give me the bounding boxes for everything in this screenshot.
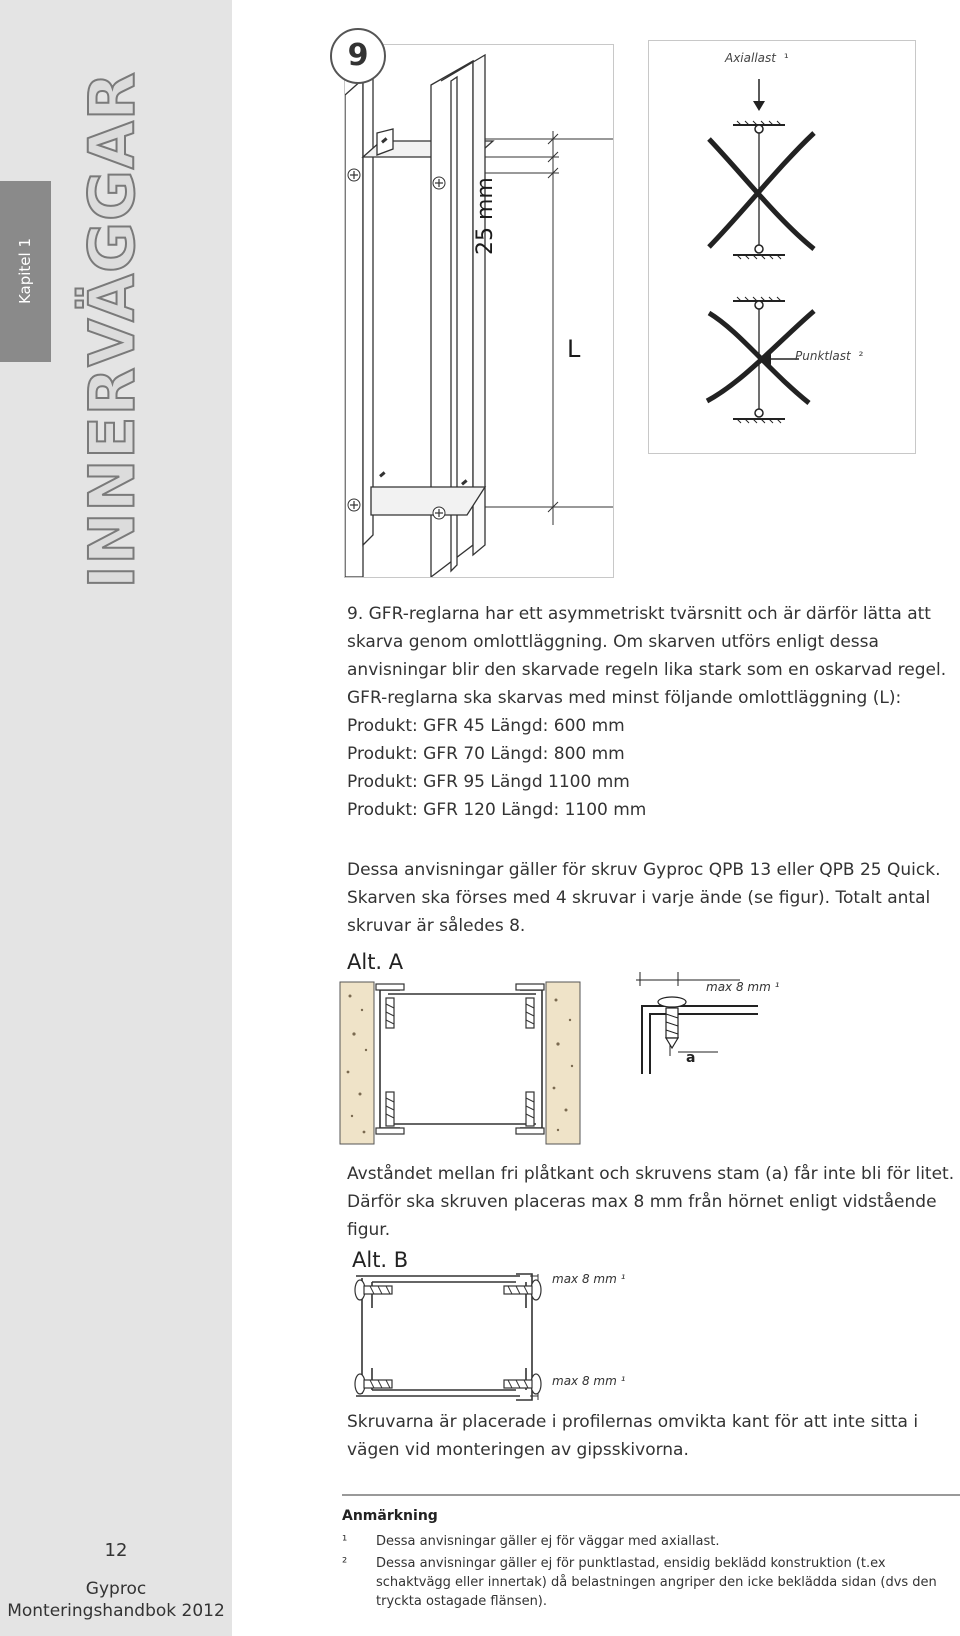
spec-gfr-95: Produkt: GFR 95 Längd 1100 mm <box>347 772 630 792</box>
alt-b-heading: Alt. B <box>352 1248 409 1272</box>
point-load-text: Punktlast <box>795 349 851 363</box>
buckling-drawing <box>649 41 915 453</box>
notes-divider <box>342 1494 960 1496</box>
stud-overlap-drawing <box>345 45 613 577</box>
notes-title: Anmärkning <box>342 1508 438 1524</box>
point-load-label <box>795 349 863 363</box>
note-1-mark: ¹ <box>342 1534 348 1549</box>
body-section-3 <box>347 1160 955 1244</box>
section-title: INNERVÄGGAR <box>75 71 149 589</box>
alt-a-section-drawing <box>336 976 606 1146</box>
paragraph-screws: Dessa anvisningar gäller för skruv Gyproc QPB 13 eller QPB 25 Quick. Skarven ska förses med 4 skruvar i varje ände (se figur). Totalt antal skruvar är således 8. <box>347 860 941 936</box>
note-2 <box>342 1554 960 1611</box>
axial-load-mark: ¹ <box>783 51 789 65</box>
page-number: 12 <box>104 1540 128 1561</box>
point-load-mark: ² <box>858 349 864 363</box>
note-2-text: Dessa anvisningar gäller ej för punktlastad, ensidig beklädd konstruktion (t.ex schaktvägg eller innertak) då belastningen angriper den icke beklädda sidan (dvs den tryckta ostagade flänsen). <box>376 1556 937 1609</box>
note-2-mark: ² <box>342 1556 348 1571</box>
chapter-label: Kapitel 1 <box>16 237 34 305</box>
alt-b-max-bottom: max 8 mm ¹ <box>552 1374 626 1388</box>
figure-load-buckling <box>648 40 916 454</box>
alt-a-heading: Alt. A <box>347 950 404 974</box>
paragraph-overlap: 9. GFR-reglarna har ett asymmetriskt tvärsnitt och är därför lätta att skarva genom omlottläggning. Om skarven utförs enligt dessa anvisningar blir den skarvade regeln lika stark som en oskarvad regel. GFR-reglarna ska skarvas med minst följande omlottläggning (L): <box>347 604 947 708</box>
body-section-4 <box>347 1408 955 1464</box>
spec-gfr-70: Produkt: GFR 70 Längd: 800 mm <box>347 744 625 764</box>
chapter-tab <box>0 181 51 362</box>
axial-load-label <box>725 51 789 65</box>
figure-number-badge: 9 <box>330 28 386 84</box>
figure-9-stud-overlap <box>344 44 614 578</box>
footer-brand <box>0 1578 232 1622</box>
spec-gfr-45: Produkt: GFR 45 Längd: 600 mm <box>347 716 625 736</box>
paragraph-edge-distance: Avståndet mellan fri plåtkant och skruvens stam (a) får inte bli för litet. Därför ska skruven placeras max 8 mm från hörnet enligt vidstående figur. <box>347 1164 955 1240</box>
dimension-L: L <box>567 335 581 363</box>
body-section-2 <box>347 856 955 940</box>
axial-load-text: Axiallast <box>725 51 776 65</box>
alt-b-max-top: max 8 mm ¹ <box>552 1272 626 1286</box>
paragraph-screw-placement: Skruvarna är placerade i profilernas omvikta kant för att inte sitta i vägen vid monteringen av gipsskivorna. <box>347 1412 919 1460</box>
alt-a-max-label: max 8 mm ¹ <box>706 980 780 994</box>
alt-a-a-label: a <box>686 1050 696 1066</box>
spec-gfr-120: Produkt: GFR 120 Längd: 1100 mm <box>347 800 647 820</box>
sidebar <box>0 0 232 1636</box>
note-1 <box>342 1532 960 1551</box>
note-1-text: Dessa anvisningar gäller ej för väggar med axiallast. <box>376 1534 720 1549</box>
dimension-25mm: 25 mm <box>473 177 498 255</box>
book-name: Monteringshandbok 2012 <box>7 1601 225 1621</box>
body-section-1 <box>347 600 955 824</box>
brand-name: Gyproc <box>85 1579 147 1599</box>
